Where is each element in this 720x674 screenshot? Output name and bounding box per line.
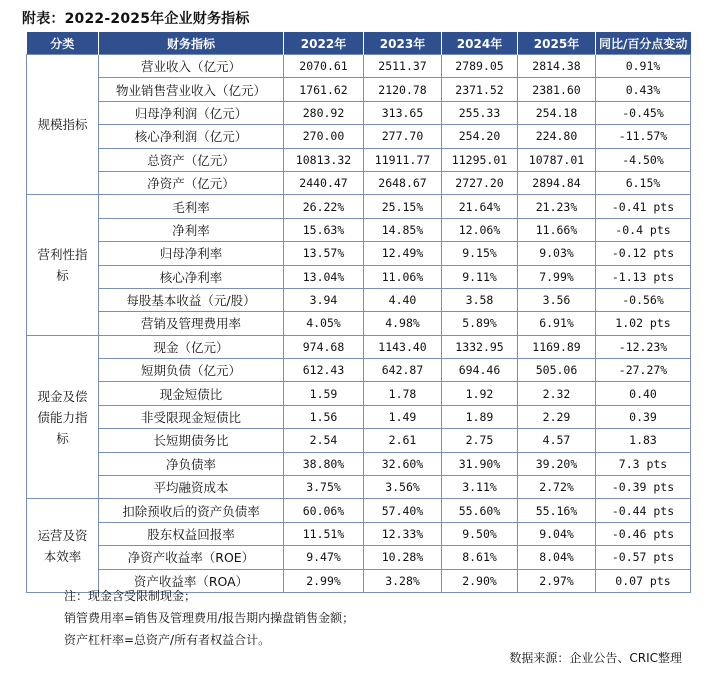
value-cell: 3.56 bbox=[518, 288, 596, 311]
value-cell: 1143.40 bbox=[364, 335, 442, 358]
change-cell: 0.40 bbox=[596, 382, 691, 405]
table-title: 附表：2022-2025年企业财务指标 bbox=[22, 11, 250, 27]
value-cell: 642.87 bbox=[364, 359, 442, 382]
table-row bbox=[27, 55, 691, 78]
value-cell: 9.50% bbox=[442, 522, 518, 545]
table-row bbox=[27, 476, 691, 499]
value-cell: 39.20% bbox=[518, 452, 596, 475]
metric-cell: 净资产（亿元） bbox=[99, 171, 284, 194]
note-line: 注：现金含受限制现金； bbox=[64, 589, 197, 603]
value-cell: 313.65 bbox=[364, 101, 442, 124]
change-cell: 0.91% bbox=[596, 55, 691, 78]
table-row bbox=[27, 359, 691, 382]
table-row bbox=[27, 382, 691, 405]
table-row bbox=[27, 335, 691, 358]
value-cell: 505.06 bbox=[518, 359, 596, 382]
value-cell: 11295.01 bbox=[442, 148, 518, 171]
value-cell: 1.78 bbox=[364, 382, 442, 405]
value-cell: 10.28% bbox=[364, 546, 442, 569]
value-cell: 3.94 bbox=[284, 288, 364, 311]
value-cell: 2.97% bbox=[518, 569, 596, 592]
metric-cell: 非受限现金短债比 bbox=[99, 405, 284, 428]
value-cell: 1169.89 bbox=[518, 335, 596, 358]
change-cell: -0.56% bbox=[596, 288, 691, 311]
table-row bbox=[27, 429, 691, 452]
category-cell: 规模指标 bbox=[27, 55, 99, 195]
table-row bbox=[27, 125, 691, 148]
value-cell: 3.58 bbox=[442, 288, 518, 311]
value-cell: 612.43 bbox=[284, 359, 364, 382]
value-cell: 10813.32 bbox=[284, 148, 364, 171]
value-cell: 55.16% bbox=[518, 499, 596, 522]
value-cell: 26.22% bbox=[284, 195, 364, 218]
note-line: 销管费用率=销售及管理费用/报告期内操盘销售金额； bbox=[64, 611, 355, 625]
change-cell: -4.50% bbox=[596, 148, 691, 171]
change-cell: 6.15% bbox=[596, 171, 691, 194]
header-2025: 2025年 bbox=[518, 32, 596, 55]
value-cell: 1332.95 bbox=[442, 335, 518, 358]
table-row bbox=[27, 452, 691, 475]
value-cell: 60.06% bbox=[284, 499, 364, 522]
table-row bbox=[27, 171, 691, 194]
metric-cell: 归母净利润（亿元） bbox=[99, 101, 284, 124]
value-cell: 270.00 bbox=[284, 125, 364, 148]
value-cell: 25.15% bbox=[364, 195, 442, 218]
value-cell: 4.40 bbox=[364, 288, 442, 311]
value-cell: 21.64% bbox=[442, 195, 518, 218]
table-row bbox=[27, 522, 691, 545]
table-row bbox=[27, 288, 691, 311]
value-cell: 1.59 bbox=[284, 382, 364, 405]
table-row bbox=[27, 546, 691, 569]
metric-cell: 总资产（亿元） bbox=[99, 148, 284, 171]
change-cell: -0.39 pts bbox=[596, 476, 691, 499]
value-cell: 8.04% bbox=[518, 546, 596, 569]
value-cell: 4.05% bbox=[284, 312, 364, 335]
value-cell: 6.91% bbox=[518, 312, 596, 335]
value-cell: 2648.67 bbox=[364, 171, 442, 194]
value-cell: 15.63% bbox=[284, 218, 364, 241]
value-cell: 277.70 bbox=[364, 125, 442, 148]
value-cell: 2511.37 bbox=[364, 55, 442, 78]
value-cell: 3.56% bbox=[364, 476, 442, 499]
value-cell: 3.11% bbox=[442, 476, 518, 499]
value-cell: 13.57% bbox=[284, 242, 364, 265]
value-cell: 4.57 bbox=[518, 429, 596, 452]
value-cell: 2.90% bbox=[442, 569, 518, 592]
metric-cell: 营销及管理费用率 bbox=[99, 312, 284, 335]
financial-indicators-table bbox=[26, 32, 691, 593]
metric-cell: 核心净利率 bbox=[99, 265, 284, 288]
metric-cell: 资产收益率（ROA） bbox=[99, 569, 284, 592]
change-cell: -12.23% bbox=[596, 335, 691, 358]
value-cell: 9.03% bbox=[518, 242, 596, 265]
metric-cell: 扣除预收后的资产负债率 bbox=[99, 499, 284, 522]
metric-cell: 长短期债务比 bbox=[99, 429, 284, 452]
value-cell: 2.29 bbox=[518, 405, 596, 428]
value-cell: 1.92 bbox=[442, 382, 518, 405]
table-row bbox=[27, 242, 691, 265]
value-cell: 11911.77 bbox=[364, 148, 442, 171]
value-cell: 9.15% bbox=[442, 242, 518, 265]
value-cell: 2381.60 bbox=[518, 78, 596, 101]
metric-cell: 营业收入（亿元） bbox=[99, 55, 284, 78]
value-cell: 3.28% bbox=[364, 569, 442, 592]
value-cell: 2.72% bbox=[518, 476, 596, 499]
change-cell: 0.43% bbox=[596, 78, 691, 101]
value-cell: 2.54 bbox=[284, 429, 364, 452]
value-cell: 11.66% bbox=[518, 218, 596, 241]
header-2022: 2022年 bbox=[284, 32, 364, 55]
change-cell: -0.41 pts bbox=[596, 195, 691, 218]
change-cell: -0.12 pts bbox=[596, 242, 691, 265]
value-cell: 255.33 bbox=[442, 101, 518, 124]
metric-cell: 股东权益回报率 bbox=[99, 522, 284, 545]
change-cell: 1.02 pts bbox=[596, 312, 691, 335]
value-cell: 31.90% bbox=[442, 452, 518, 475]
value-cell: 11.06% bbox=[364, 265, 442, 288]
category-cell: 运营及资本效率 bbox=[27, 499, 99, 593]
header-2023: 2023年 bbox=[364, 32, 442, 55]
metric-cell: 每股基本收益（元/股） bbox=[99, 288, 284, 311]
value-cell: 2.61 bbox=[364, 429, 442, 452]
category-cell: 营利性指标 bbox=[27, 195, 99, 335]
value-cell: 57.40% bbox=[364, 499, 442, 522]
value-cell: 1761.62 bbox=[284, 78, 364, 101]
header-row bbox=[27, 32, 691, 55]
metric-cell: 毛利率 bbox=[99, 195, 284, 218]
table-row bbox=[27, 195, 691, 218]
change-cell: -11.57% bbox=[596, 125, 691, 148]
change-cell: -0.44 pts bbox=[596, 499, 691, 522]
value-cell: 13.04% bbox=[284, 265, 364, 288]
change-cell: 0.07 pts bbox=[596, 569, 691, 592]
value-cell: 3.75% bbox=[284, 476, 364, 499]
header-2024: 2024年 bbox=[442, 32, 518, 55]
value-cell: 2.32 bbox=[518, 382, 596, 405]
value-cell: 12.33% bbox=[364, 522, 442, 545]
change-cell: -0.46 pts bbox=[596, 522, 691, 545]
note-line: 资产杠杆率=总资产/所有者权益合计。 bbox=[64, 633, 271, 647]
metric-cell: 物业销售营业收入（亿元） bbox=[99, 78, 284, 101]
value-cell: 55.60% bbox=[442, 499, 518, 522]
metric-cell: 净资产收益率（ROE） bbox=[99, 546, 284, 569]
value-cell: 2789.05 bbox=[442, 55, 518, 78]
metric-cell: 归母净利率 bbox=[99, 242, 284, 265]
value-cell: 12.06% bbox=[442, 218, 518, 241]
value-cell: 5.89% bbox=[442, 312, 518, 335]
table-row bbox=[27, 101, 691, 124]
value-cell: 1.89 bbox=[442, 405, 518, 428]
value-cell: 7.99% bbox=[518, 265, 596, 288]
category-cell: 现金及偿债能力指标 bbox=[27, 335, 99, 499]
value-cell: 1.49 bbox=[364, 405, 442, 428]
change-cell: -27.27% bbox=[596, 359, 691, 382]
metric-cell: 现金（亿元） bbox=[99, 335, 284, 358]
value-cell: 38.80% bbox=[284, 452, 364, 475]
value-cell: 11.51% bbox=[284, 522, 364, 545]
table-row bbox=[27, 499, 691, 522]
header-category: 分类 bbox=[27, 32, 99, 55]
change-cell: -1.13 pts bbox=[596, 265, 691, 288]
value-cell: 2070.61 bbox=[284, 55, 364, 78]
value-cell: 254.18 bbox=[518, 101, 596, 124]
value-cell: 2.99% bbox=[284, 569, 364, 592]
change-cell: -0.4 pts bbox=[596, 218, 691, 241]
table-row bbox=[27, 265, 691, 288]
value-cell: 280.92 bbox=[284, 101, 364, 124]
value-cell: 2814.38 bbox=[518, 55, 596, 78]
metric-cell: 净利率 bbox=[99, 218, 284, 241]
value-cell: 2894.84 bbox=[518, 171, 596, 194]
table-row bbox=[27, 312, 691, 335]
header-change: 同比/百分点变动 bbox=[596, 32, 691, 55]
metric-cell: 核心净利润（亿元） bbox=[99, 125, 284, 148]
metric-cell: 净负债率 bbox=[99, 452, 284, 475]
value-cell: 14.85% bbox=[364, 218, 442, 241]
value-cell: 2.75 bbox=[442, 429, 518, 452]
value-cell: 4.98% bbox=[364, 312, 442, 335]
notes bbox=[64, 585, 354, 651]
value-cell: 1.56 bbox=[284, 405, 364, 428]
value-cell: 10787.01 bbox=[518, 148, 596, 171]
value-cell: 2727.20 bbox=[442, 171, 518, 194]
data-source: 数据来源：企业公告、CRIC整理 bbox=[509, 651, 682, 665]
value-cell: 2440.47 bbox=[284, 171, 364, 194]
table-body bbox=[27, 55, 691, 593]
change-cell: 0.39 bbox=[596, 405, 691, 428]
metric-cell: 平均融资成本 bbox=[99, 476, 284, 499]
value-cell: 254.20 bbox=[442, 125, 518, 148]
change-cell: 7.3 pts bbox=[596, 452, 691, 475]
change-cell: -0.45% bbox=[596, 101, 691, 124]
value-cell: 12.49% bbox=[364, 242, 442, 265]
metric-cell: 短期负债（亿元） bbox=[99, 359, 284, 382]
value-cell: 694.46 bbox=[442, 359, 518, 382]
value-cell: 9.47% bbox=[284, 546, 364, 569]
metric-cell: 现金短债比 bbox=[99, 382, 284, 405]
value-cell: 9.04% bbox=[518, 522, 596, 545]
value-cell: 32.60% bbox=[364, 452, 442, 475]
change-cell: 1.83 bbox=[596, 429, 691, 452]
value-cell: 2120.78 bbox=[364, 78, 442, 101]
value-cell: 974.68 bbox=[284, 335, 364, 358]
table-row bbox=[27, 405, 691, 428]
table-row bbox=[27, 78, 691, 101]
value-cell: 21.23% bbox=[518, 195, 596, 218]
change-cell: -0.57 pts bbox=[596, 546, 691, 569]
value-cell: 9.11% bbox=[442, 265, 518, 288]
table-row bbox=[27, 148, 691, 171]
value-cell: 8.61% bbox=[442, 546, 518, 569]
header-metric: 财务指标 bbox=[99, 32, 284, 55]
value-cell: 2371.52 bbox=[442, 78, 518, 101]
value-cell: 224.80 bbox=[518, 125, 596, 148]
table-row bbox=[27, 218, 691, 241]
